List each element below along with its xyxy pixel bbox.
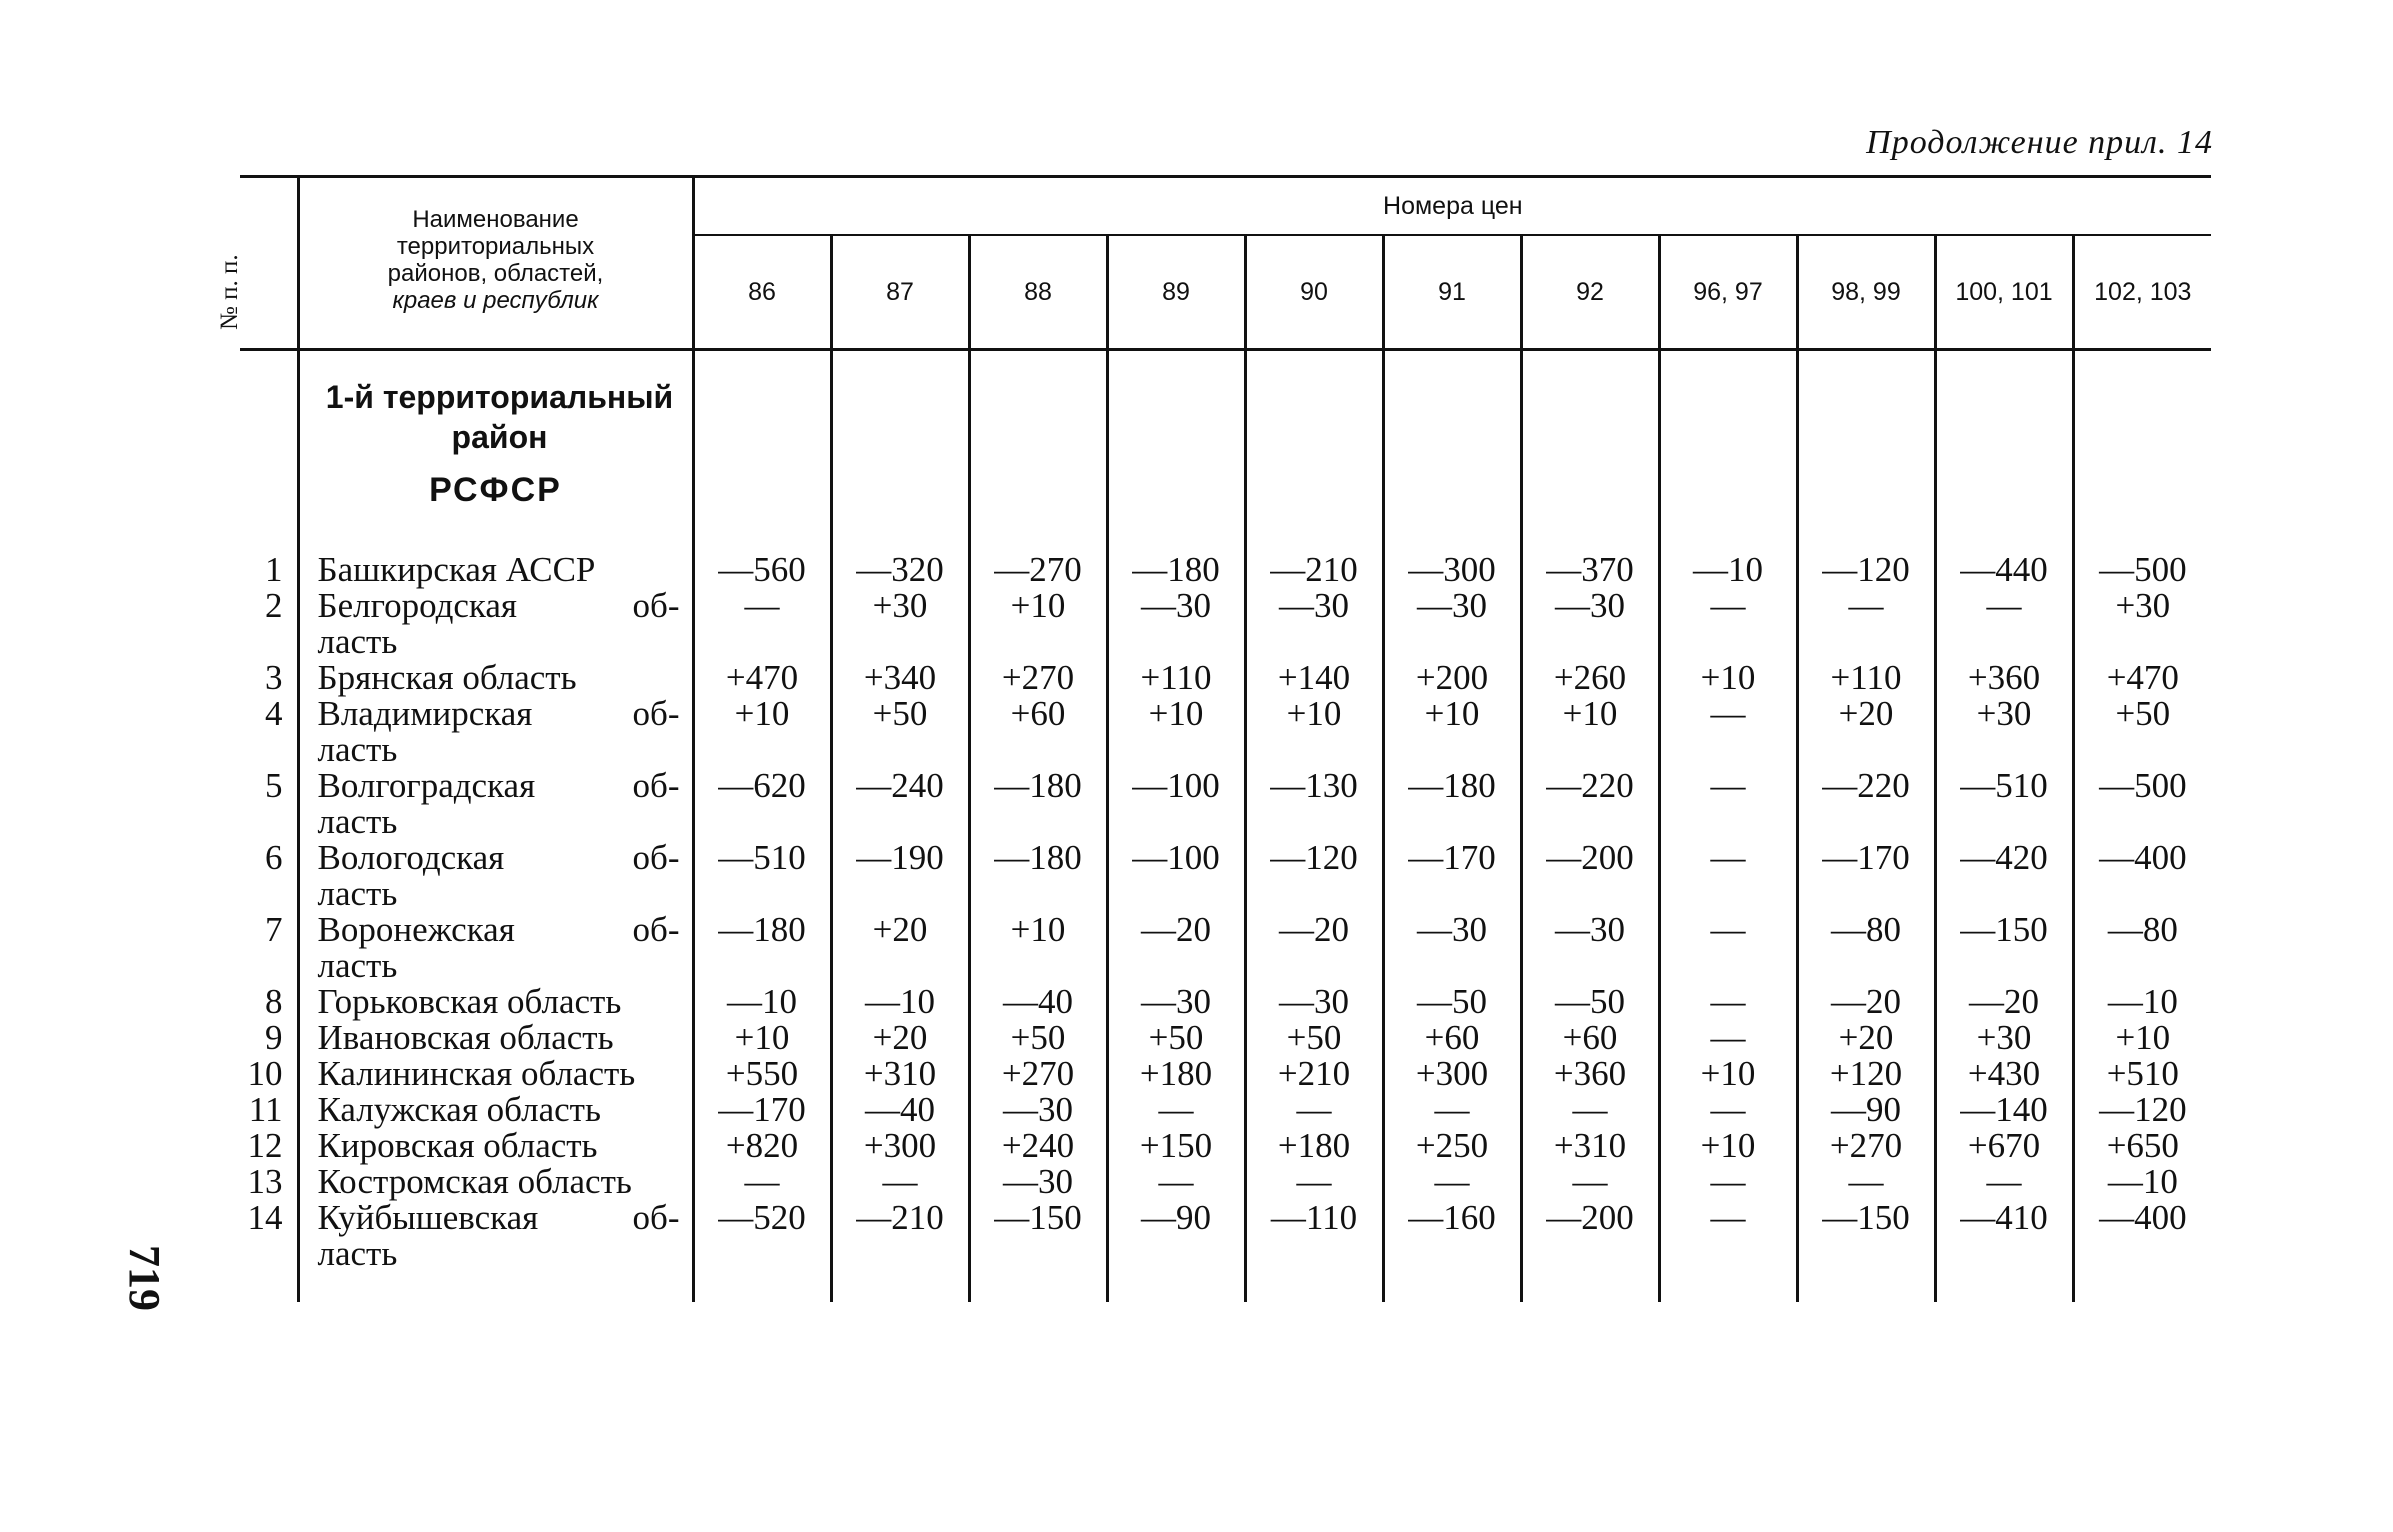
price-value-cell: +10 xyxy=(969,588,1107,660)
row-number: 4 xyxy=(265,694,283,733)
column-header: 91 xyxy=(1383,235,1521,350)
price-value-cell: +30 xyxy=(2073,588,2211,660)
name-header-line: Наименование xyxy=(412,206,579,233)
row-number: 6 xyxy=(265,838,283,877)
price-value-cell: +10 xyxy=(693,1020,831,1056)
region-name-cell xyxy=(298,660,693,696)
price-value-cell: —370 xyxy=(1521,552,1659,588)
price-value-cell: —80 xyxy=(2073,912,2211,984)
price-value-cell: +180 xyxy=(1245,1128,1383,1164)
price-value-cell: — xyxy=(1659,984,1797,1020)
price-value-cell: —220 xyxy=(1521,768,1659,840)
price-value-cell: — xyxy=(1935,1164,2073,1200)
price-value-cell: —10 xyxy=(2073,984,2211,1020)
table-row xyxy=(240,660,2211,696)
table-row xyxy=(240,840,2211,912)
price-value-cell: —200 xyxy=(1521,840,1659,912)
price-value-cell: —10 xyxy=(831,984,969,1020)
table-row xyxy=(240,552,2211,588)
price-value-cell: +50 xyxy=(1107,1020,1245,1056)
price-value-cell: —170 xyxy=(693,1092,831,1128)
price-value-cell: +210 xyxy=(1245,1056,1383,1092)
price-value-cell: —160 xyxy=(1383,1200,1521,1272)
table-body xyxy=(240,350,2211,1303)
row-number: 2 xyxy=(265,586,283,625)
price-value-cell: —30 xyxy=(969,1092,1107,1128)
table-row xyxy=(240,984,2211,1020)
price-value-cell: +470 xyxy=(2073,660,2211,696)
price-value-cell: +50 xyxy=(2073,696,2211,768)
section-heading-cell xyxy=(298,350,693,553)
price-value-cell: —30 xyxy=(1383,912,1521,984)
price-value-cell: —420 xyxy=(1935,840,2073,912)
price-value-cell: +50 xyxy=(831,696,969,768)
region-name: Калининская область xyxy=(317,1054,636,1093)
price-value-cell: +50 xyxy=(969,1020,1107,1056)
region-name: Калужская область xyxy=(317,1090,601,1129)
table-row xyxy=(240,1128,2211,1164)
row-number: 5 xyxy=(265,766,283,805)
price-value-cell: —180 xyxy=(1383,768,1521,840)
row-number: 3 xyxy=(265,658,283,697)
price-value-cell: +60 xyxy=(969,696,1107,768)
row-number: 9 xyxy=(265,1018,283,1057)
price-value-cell: —100 xyxy=(1107,840,1245,912)
region-name: Белгородская об- xyxy=(317,586,680,625)
region-name: Горьковская область xyxy=(317,982,622,1021)
price-value-cell: +270 xyxy=(969,660,1107,696)
price-value-cell: —30 xyxy=(1107,984,1245,1020)
region-name-cell xyxy=(298,840,693,912)
price-value-cell: — xyxy=(831,1164,969,1200)
price-value-cell: +300 xyxy=(831,1128,969,1164)
region-name-continuation: ласть xyxy=(317,874,398,913)
price-value-cell: —180 xyxy=(969,840,1107,912)
price-value-cell: +20 xyxy=(831,912,969,984)
price-value-cell: — xyxy=(1245,1092,1383,1128)
price-value-cell: +10 xyxy=(1659,1056,1797,1092)
price-value-cell: +510 xyxy=(2073,1056,2211,1092)
price-value-cell: — xyxy=(1245,1164,1383,1200)
region-name-cell xyxy=(298,1128,693,1164)
row-number-label: № п. п. xyxy=(216,254,243,330)
price-value-cell: —150 xyxy=(969,1200,1107,1272)
price-value-cell: +120 xyxy=(1797,1056,1935,1092)
price-value-cell: —100 xyxy=(1107,768,1245,840)
price-value-cell: —10 xyxy=(693,984,831,1020)
header-region-name xyxy=(298,177,693,350)
region-name-cell xyxy=(298,588,693,660)
price-value-cell: +60 xyxy=(1521,1020,1659,1056)
region-name-cell xyxy=(298,696,693,768)
price-value-cell: — xyxy=(693,588,831,660)
price-value-cell: — xyxy=(1797,588,1935,660)
region-name-continuation: ласть xyxy=(317,802,398,841)
price-value-cell: —190 xyxy=(831,840,969,912)
price-value-cell: —30 xyxy=(1107,588,1245,660)
table-row xyxy=(240,1164,2211,1200)
price-value-cell: +10 xyxy=(1245,696,1383,768)
price-value-cell: — xyxy=(1659,768,1797,840)
price-value-cell: +300 xyxy=(1383,1056,1521,1092)
column-header: 86 xyxy=(693,235,831,350)
price-value-cell: —50 xyxy=(1383,984,1521,1020)
region-name: Воронежская об- xyxy=(317,910,680,949)
price-value-cell: — xyxy=(1107,1164,1245,1200)
price-value-cell: —20 xyxy=(1935,984,2073,1020)
price-value-cell: — xyxy=(1383,1164,1521,1200)
row-number: 7 xyxy=(265,910,283,949)
region-name-cell xyxy=(298,912,693,984)
price-value-cell: +60 xyxy=(1383,1020,1521,1056)
price-value-cell: —110 xyxy=(1245,1200,1383,1272)
price-value-cell: —120 xyxy=(2073,1092,2211,1128)
price-value-cell: —90 xyxy=(1107,1200,1245,1272)
price-value-cell: — xyxy=(1935,588,2073,660)
column-header: 96, 97 xyxy=(1659,235,1797,350)
region-name: Башкирская АССР xyxy=(317,550,596,589)
price-value-cell: —210 xyxy=(831,1200,969,1272)
price-value-cell: —440 xyxy=(1935,552,2073,588)
price-value-cell: —560 xyxy=(693,552,831,588)
name-header-line: территориальных xyxy=(396,233,595,260)
table-row xyxy=(240,696,2211,768)
price-value-cell: —20 xyxy=(1107,912,1245,984)
price-value-cell: — xyxy=(1659,840,1797,912)
price-table-sheet xyxy=(216,175,2210,1302)
table-bottom-spacer xyxy=(240,1272,2211,1302)
price-adjustment-table xyxy=(216,175,2211,1302)
price-value-cell: —30 xyxy=(1521,912,1659,984)
region-name: Брянская область xyxy=(317,658,577,697)
price-value-cell: +180 xyxy=(1107,1056,1245,1092)
price-value-cell: —510 xyxy=(1935,768,2073,840)
table-row xyxy=(240,588,2211,660)
price-value-cell: —400 xyxy=(2073,840,2211,912)
price-value-cell: +270 xyxy=(969,1056,1107,1092)
price-value-cell: —150 xyxy=(1935,912,2073,984)
region-name-cell xyxy=(298,1056,693,1092)
price-value-cell: +50 xyxy=(1245,1020,1383,1056)
price-value-cell: +10 xyxy=(693,696,831,768)
region-name: Костромская область xyxy=(317,1162,632,1201)
price-value-cell: —30 xyxy=(1245,588,1383,660)
price-value-cell: — xyxy=(693,1164,831,1200)
price-value-cell: —30 xyxy=(969,1164,1107,1200)
price-value-cell: —20 xyxy=(1797,984,1935,1020)
section-subtitle: РСФСР xyxy=(429,471,562,509)
region-name-cell xyxy=(298,768,693,840)
price-value-cell: — xyxy=(1659,1200,1797,1272)
price-value-cell: —170 xyxy=(1797,840,1935,912)
price-value-cell: —140 xyxy=(1935,1092,2073,1128)
price-value-cell: +20 xyxy=(831,1020,969,1056)
price-value-cell: +150 xyxy=(1107,1128,1245,1164)
price-value-cell: — xyxy=(1659,1164,1797,1200)
region-name: Вологодская об- xyxy=(317,838,680,877)
price-value-cell: +430 xyxy=(1935,1056,2073,1092)
region-name-continuation: ласть xyxy=(317,1234,398,1273)
price-value-cell: —130 xyxy=(1245,768,1383,840)
region-name-cell xyxy=(298,552,693,588)
price-value-cell: —50 xyxy=(1521,984,1659,1020)
price-value-cell: — xyxy=(1521,1092,1659,1128)
row-number: 13 xyxy=(247,1162,283,1201)
region-name-cell xyxy=(298,1092,693,1128)
price-value-cell: +820 xyxy=(693,1128,831,1164)
row-number: 10 xyxy=(247,1054,283,1093)
price-value-cell: —10 xyxy=(1659,552,1797,588)
name-header-line: краев и республик xyxy=(392,287,599,314)
price-value-cell: —120 xyxy=(1797,552,1935,588)
region-name-cell xyxy=(298,984,693,1020)
price-value-cell: +360 xyxy=(1935,660,2073,696)
price-value-cell: — xyxy=(1659,588,1797,660)
price-value-cell: — xyxy=(1797,1164,1935,1200)
section-title: 1-й территориальный район xyxy=(325,379,674,455)
price-value-cell: +310 xyxy=(1521,1128,1659,1164)
price-value-cell: —500 xyxy=(2073,552,2211,588)
price-value-cell: —90 xyxy=(1797,1092,1935,1128)
price-value-cell: +670 xyxy=(1935,1128,2073,1164)
section-number-cell xyxy=(240,350,298,553)
price-value-cell: —10 xyxy=(2073,1164,2211,1200)
table-row xyxy=(240,1092,2211,1128)
price-value-cell: —240 xyxy=(831,768,969,840)
price-value-cell: +30 xyxy=(1935,696,2073,768)
column-header: 92 xyxy=(1521,235,1659,350)
price-value-cell: +20 xyxy=(1797,1020,1935,1056)
price-value-cell: +250 xyxy=(1383,1128,1521,1164)
price-value-cell: — xyxy=(1383,1092,1521,1128)
price-value-cell: +260 xyxy=(1521,660,1659,696)
price-value-cell: —510 xyxy=(693,840,831,912)
price-value-cell: — xyxy=(1659,912,1797,984)
header-price-group: Номера цен xyxy=(693,177,2211,236)
price-value-cell: +310 xyxy=(831,1056,969,1092)
price-value-cell: +10 xyxy=(969,912,1107,984)
region-name: Ивановская область xyxy=(317,1018,614,1057)
price-value-cell: —210 xyxy=(1245,552,1383,588)
price-value-cell: —20 xyxy=(1245,912,1383,984)
price-value-cell: +270 xyxy=(1797,1128,1935,1164)
region-name-continuation: ласть xyxy=(317,946,398,985)
row-number: 14 xyxy=(247,1198,283,1237)
column-header: 100, 101 xyxy=(1935,235,2073,350)
price-value-cell: +200 xyxy=(1383,660,1521,696)
column-header: 87 xyxy=(831,235,969,350)
row-number: 11 xyxy=(248,1090,283,1129)
table-header xyxy=(216,177,2211,350)
price-value-cell: +10 xyxy=(2073,1020,2211,1056)
table-row xyxy=(240,1056,2211,1092)
price-value-cell: +550 xyxy=(693,1056,831,1092)
price-value-cell: +10 xyxy=(1659,660,1797,696)
region-name-cell xyxy=(298,1020,693,1056)
price-value-cell: +30 xyxy=(831,588,969,660)
price-value-cell: —220 xyxy=(1797,768,1935,840)
price-value-cell: — xyxy=(1659,1020,1797,1056)
region-name-continuation: ласть xyxy=(317,622,398,661)
price-value-cell: +140 xyxy=(1245,660,1383,696)
price-value-cell: +10 xyxy=(1521,696,1659,768)
price-value-cell: —30 xyxy=(1383,588,1521,660)
price-value-cell: — xyxy=(1659,1092,1797,1128)
table-row xyxy=(240,1020,2211,1056)
region-name: Волгоградская об- xyxy=(317,766,680,805)
price-value-cell: —180 xyxy=(1107,552,1245,588)
price-value-cell: —30 xyxy=(1521,588,1659,660)
price-value-cell: +110 xyxy=(1797,660,1935,696)
column-header: 88 xyxy=(969,235,1107,350)
price-value-cell: +240 xyxy=(969,1128,1107,1164)
column-header: 98, 99 xyxy=(1797,235,1935,350)
price-value-cell: —270 xyxy=(969,552,1107,588)
price-value-cell: —30 xyxy=(1245,984,1383,1020)
price-value-cell: —180 xyxy=(969,768,1107,840)
price-value-cell: —180 xyxy=(693,912,831,984)
price-value-cell: —500 xyxy=(2073,768,2211,840)
price-value-cell: +20 xyxy=(1797,696,1935,768)
price-value-cell: +340 xyxy=(831,660,969,696)
price-value-cell: +650 xyxy=(2073,1128,2211,1164)
table-row xyxy=(240,1200,2211,1272)
table-row xyxy=(240,768,2211,840)
column-header: 102, 103 xyxy=(2073,235,2211,350)
row-number: 1 xyxy=(265,550,283,589)
price-value-cell: —40 xyxy=(969,984,1107,1020)
region-name: Кировская область xyxy=(317,1126,598,1165)
price-value-cell: — xyxy=(1107,1092,1245,1128)
price-value-cell: —410 xyxy=(1935,1200,2073,1272)
column-header: 90 xyxy=(1245,235,1383,350)
price-value-cell: —300 xyxy=(1383,552,1521,588)
price-value-cell: +470 xyxy=(693,660,831,696)
price-value-cell: +110 xyxy=(1107,660,1245,696)
row-number: 12 xyxy=(247,1126,283,1165)
price-value-cell: —520 xyxy=(693,1200,831,1272)
column-header: 89 xyxy=(1107,235,1245,350)
header-row-number xyxy=(216,177,298,350)
price-value-cell: +10 xyxy=(1107,696,1245,768)
price-value-cell: —40 xyxy=(831,1092,969,1128)
region-name: Куйбышевская об- xyxy=(317,1198,680,1237)
page-number: 719 xyxy=(120,1245,169,1311)
price-value-cell: — xyxy=(1659,696,1797,768)
name-header-line: районов, областей, xyxy=(387,260,604,287)
region-name-cell xyxy=(298,1200,693,1272)
region-name-cell xyxy=(298,1164,693,1200)
price-value-cell: —120 xyxy=(1245,840,1383,912)
price-value-cell: —200 xyxy=(1521,1200,1659,1272)
price-value-cell: —80 xyxy=(1797,912,1935,984)
price-value-cell: +10 xyxy=(1383,696,1521,768)
price-value-cell: +30 xyxy=(1935,1020,2073,1056)
region-name: Владимирская об- xyxy=(317,694,680,733)
region-name-continuation: ласть xyxy=(317,730,398,769)
row-number: 8 xyxy=(265,982,283,1021)
price-value-cell: —170 xyxy=(1383,840,1521,912)
price-value-cell: —400 xyxy=(2073,1200,2211,1272)
price-value-cell: +10 xyxy=(1659,1128,1797,1164)
price-value-cell: —150 xyxy=(1797,1200,1935,1272)
price-value-cell: — xyxy=(1521,1164,1659,1200)
price-value-cell: +360 xyxy=(1521,1056,1659,1092)
table-row xyxy=(240,912,2211,984)
price-value-cell: —320 xyxy=(831,552,969,588)
price-value-cell: —620 xyxy=(693,768,831,840)
continuation-label: Продолжение прил. 14 xyxy=(1866,124,2213,161)
